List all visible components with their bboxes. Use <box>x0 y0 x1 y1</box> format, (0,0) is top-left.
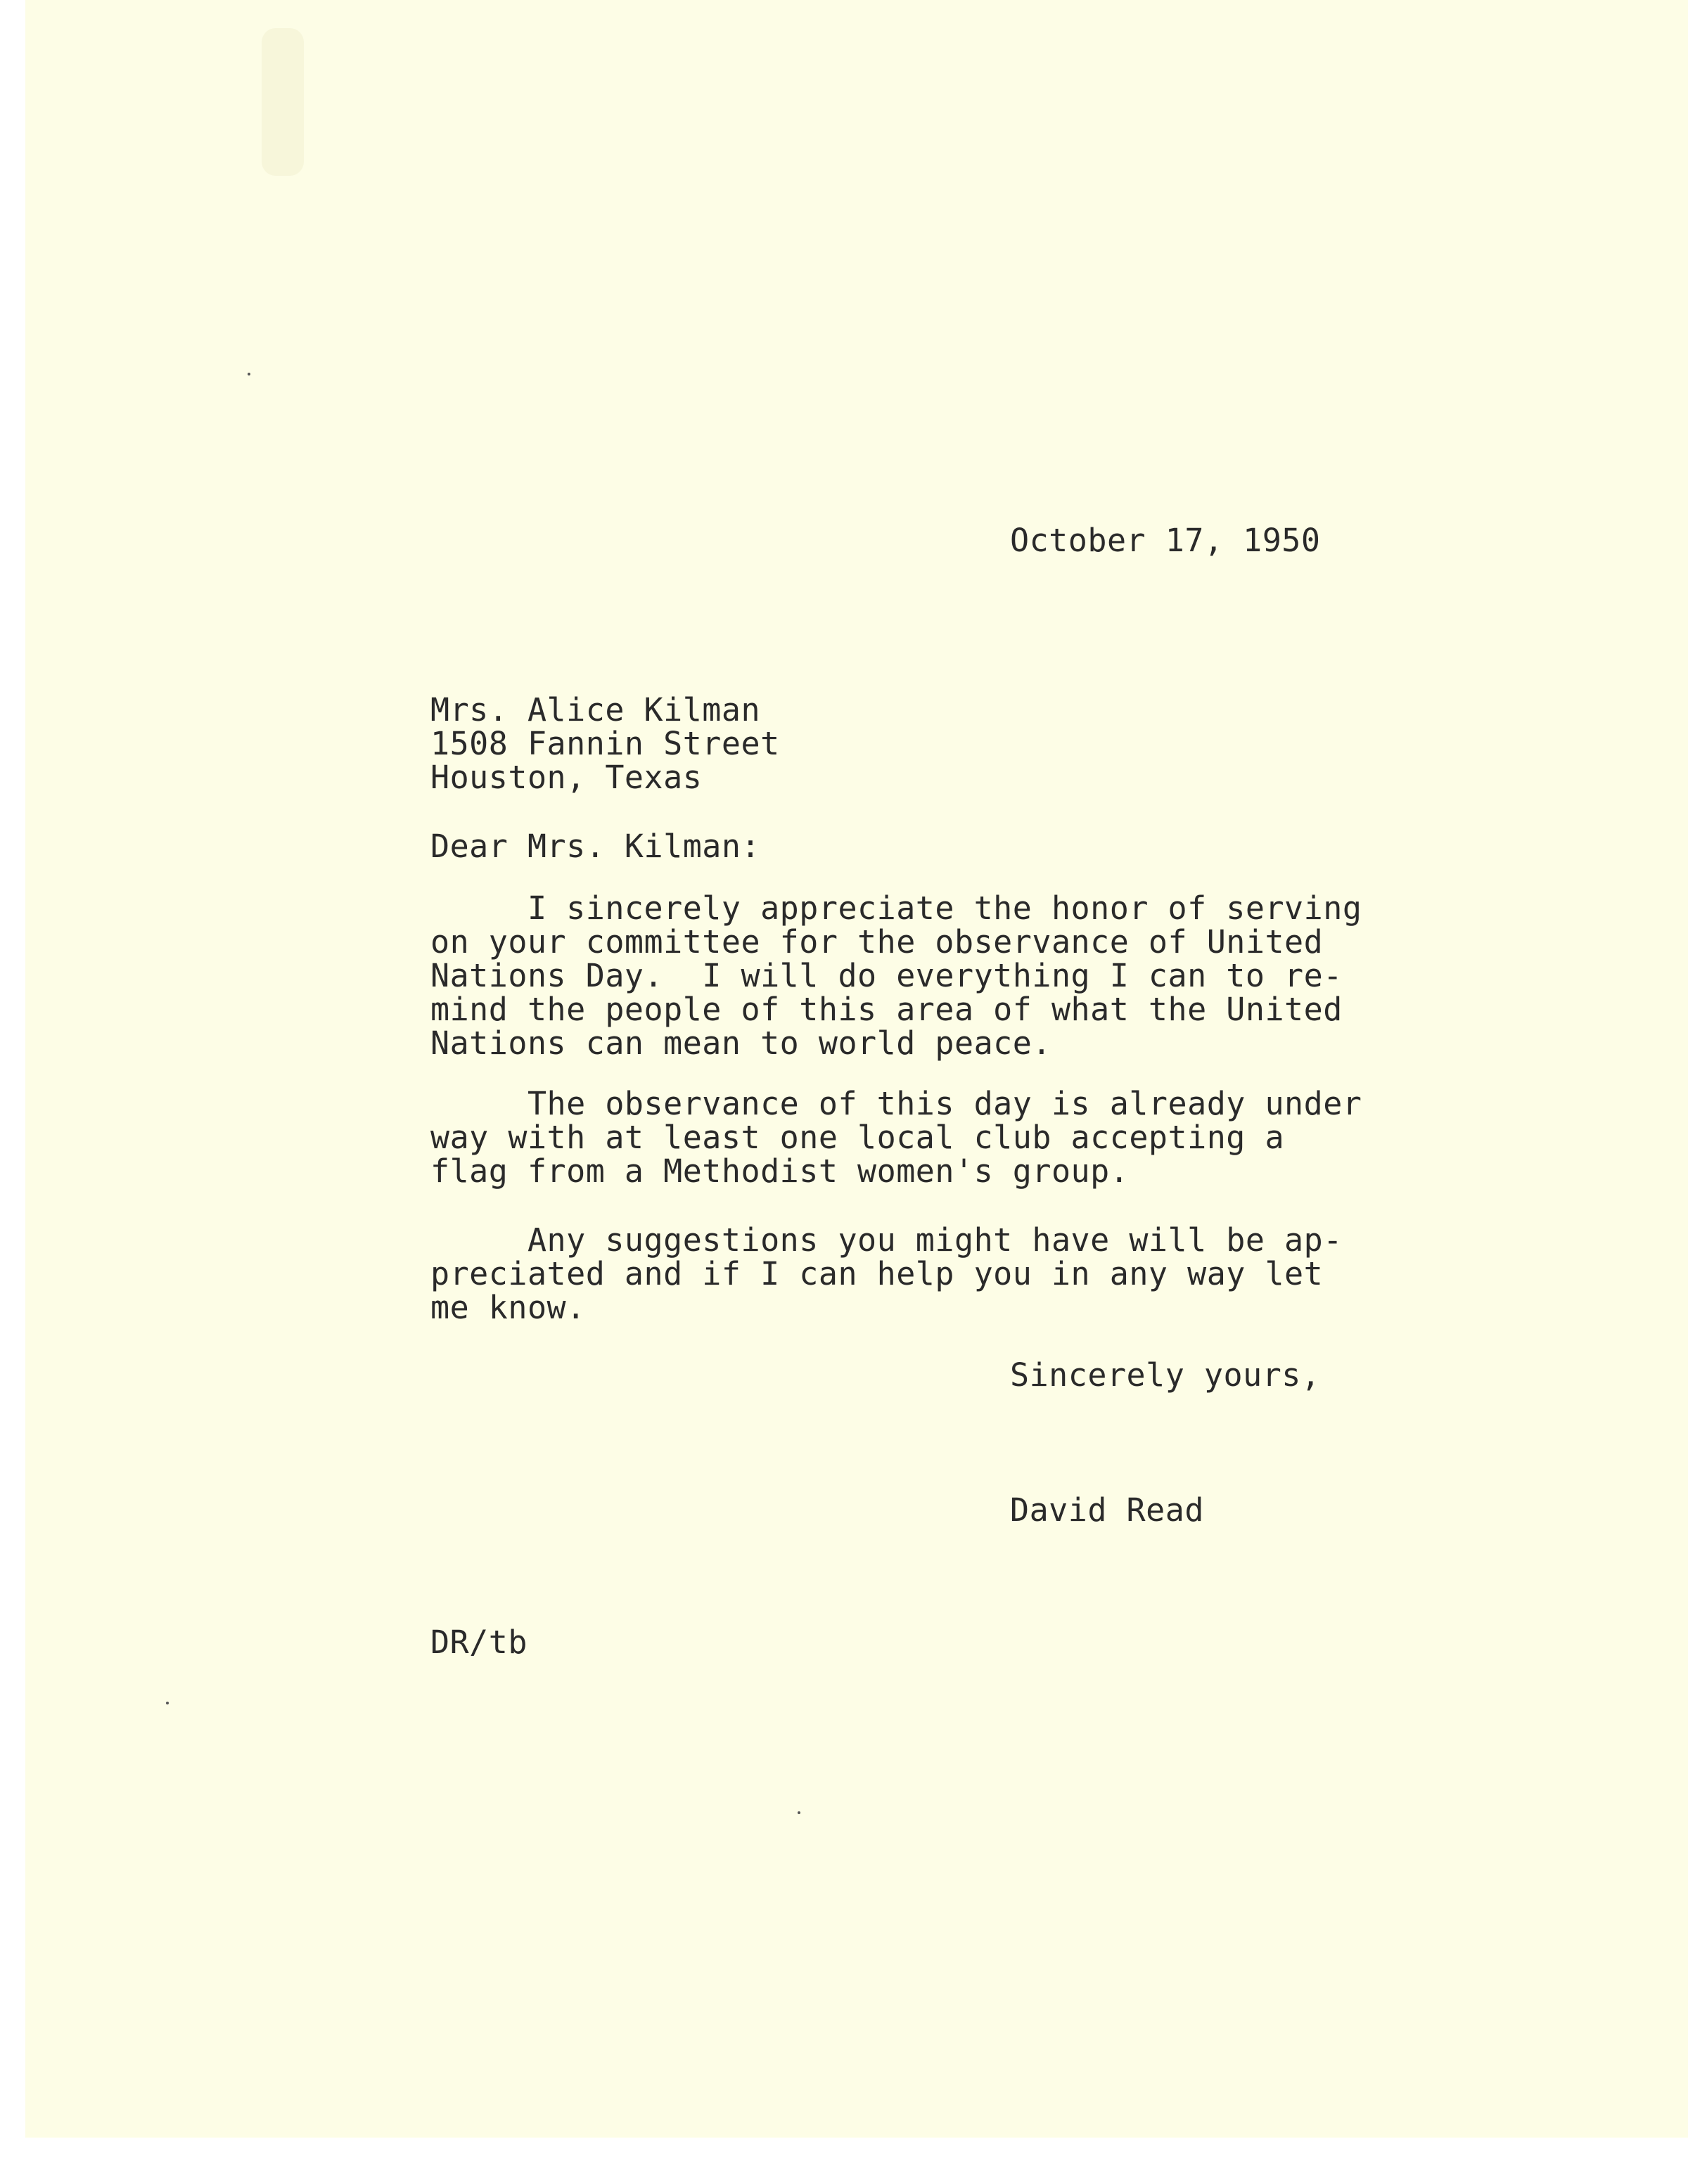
paper-stain <box>262 28 304 176</box>
paragraph-line: flag from a Methodist women's group. <box>430 1152 1130 1190</box>
complimentary-closing: Sincerely yours, <box>1010 1356 1321 1394</box>
paper-speck <box>166 1702 169 1704</box>
paper-speck <box>798 1811 800 1814</box>
recipient-city: Houston, Texas <box>430 759 703 796</box>
paragraph-line: Nations Day. I will do everything I can to re- <box>430 957 1343 994</box>
salutation: Dear Mrs. Kilman: <box>430 828 761 865</box>
recipient-address <box>430 693 780 795</box>
letter-date: October 17, 1950 <box>1010 522 1321 559</box>
paragraph-line: The observance of this day is already under <box>430 1085 1362 1122</box>
body-paragraph-1 <box>430 889 1362 1062</box>
letter-page <box>25 0 1688 2138</box>
signer-name: David Read <box>1010 1491 1204 1529</box>
body-paragraph-2 <box>430 1087 1362 1188</box>
recipient-street: 1508 Fannin Street <box>430 725 780 762</box>
paper-speck <box>248 373 250 375</box>
recipient-name: Mrs. Alice Kilman <box>430 691 761 728</box>
reference-initials: DR/tb <box>430 1624 528 1661</box>
body-paragraph-3 <box>430 1223 1343 1325</box>
paragraph-line: I sincerely appreciate the honor of serving <box>430 889 1362 927</box>
paragraph-line: Nations can mean to world peace. <box>430 1024 1051 1062</box>
paragraph-line: preciated and if I can help you in any way let <box>430 1255 1324 1292</box>
paragraph-line: me know. <box>430 1289 586 1326</box>
paragraph-line: mind the people of this area of what the United <box>430 991 1343 1028</box>
paragraph-line: way with at least one local club accepting a <box>430 1119 1285 1156</box>
paragraph-line: on your committee for the observance of United <box>430 923 1324 961</box>
paragraph-line: Any suggestions you might have will be ap- <box>430 1221 1343 1259</box>
